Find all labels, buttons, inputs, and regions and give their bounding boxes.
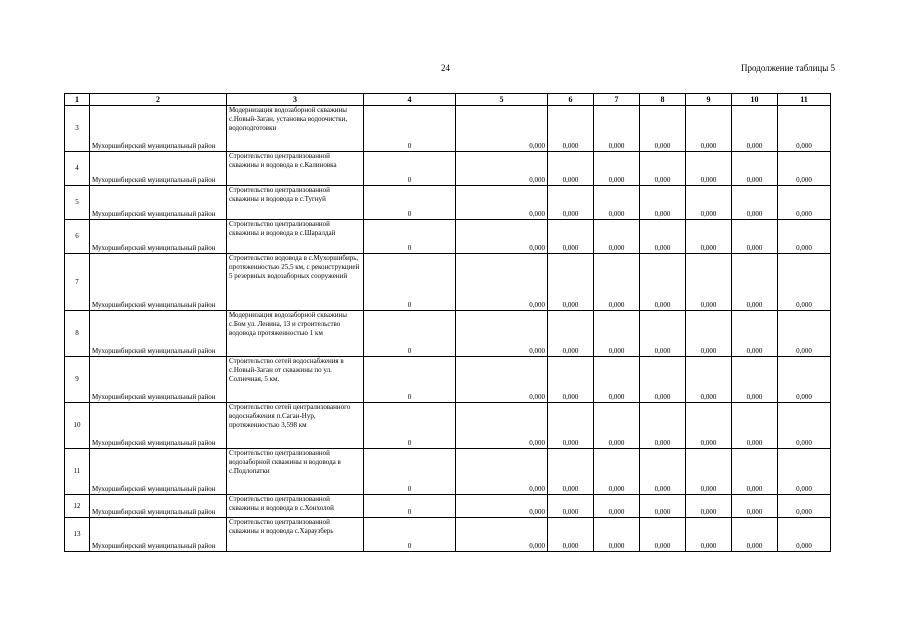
district-cell: Мухоршибирский муниципальный район [90, 254, 227, 311]
value-cell: 0,000 [594, 106, 640, 152]
value-cell: 0,000 [732, 311, 778, 357]
description-cell: Модернизация водозаборной скважины с.Бом ул. Ленина, 13 и строительство водовода протяженностью 1 км [227, 311, 364, 357]
table-row [65, 518, 831, 552]
value-cell: 0,000 [686, 357, 732, 403]
value-cell: 0,000 [732, 449, 778, 495]
value-cell: 0,000 [778, 449, 831, 495]
district-cell: Мухоршибирский муниципальный район [90, 186, 227, 220]
value-cell: 0,000 [640, 220, 686, 254]
value-cell: 0,000 [594, 357, 640, 403]
value-cell: 0,000 [594, 518, 640, 552]
value-cell: 0,000 [686, 186, 732, 220]
value-cell: 0 [364, 186, 456, 220]
table-caption: Продолжение таблицы 5 [741, 63, 835, 73]
value-cell: 0,000 [732, 106, 778, 152]
value-cell: 0,000 [732, 152, 778, 186]
value-cell: 0,000 [640, 403, 686, 449]
district-cell: Мухоршибирский муниципальный район [90, 152, 227, 186]
value-cell: 0,000 [456, 311, 548, 357]
column-header: 4 [364, 94, 456, 106]
value-cell: 0,000 [456, 186, 548, 220]
value-cell: 0,000 [778, 106, 831, 152]
row-number: 6 [65, 220, 90, 254]
table-row [65, 220, 831, 254]
description-cell: Строительство централизованной скважины и водовода в с.Тугнуй [227, 186, 364, 220]
value-cell: 0,000 [732, 186, 778, 220]
value-cell: 0,000 [640, 495, 686, 518]
table-row [65, 495, 831, 518]
value-cell: 0,000 [548, 403, 594, 449]
value-cell: 0,000 [732, 220, 778, 254]
description-cell: Строительство централизованной скважины и водовода в с.Калиновка [227, 152, 364, 186]
district-cell: Мухоршибирский муниципальный район [90, 495, 227, 518]
value-cell: 0,000 [778, 152, 831, 186]
district-cell: Мухоршибирский муниципальный район [90, 220, 227, 254]
value-cell: 0 [364, 106, 456, 152]
value-cell: 0,000 [456, 357, 548, 403]
table-row [65, 357, 831, 403]
table-row [65, 449, 831, 495]
value-cell: 0,000 [548, 152, 594, 186]
value-cell: 0,000 [686, 254, 732, 311]
row-number: 3 [65, 106, 90, 152]
district-cell: Мухоршибирский муниципальный район [90, 403, 227, 449]
value-cell: 0,000 [594, 495, 640, 518]
column-header: 10 [732, 94, 778, 106]
value-cell: 0 [364, 403, 456, 449]
value-cell: 0,000 [778, 311, 831, 357]
value-cell: 0,000 [778, 220, 831, 254]
value-cell: 0,000 [548, 220, 594, 254]
table-row [65, 403, 831, 449]
value-cell: 0,000 [456, 254, 548, 311]
value-cell: 0,000 [456, 495, 548, 518]
column-header: 2 [90, 94, 227, 106]
description-cell: Строительство централизованной скважины и водовода в с.Шаралдай [227, 220, 364, 254]
district-cell: Мухоршибирский муниципальный район [90, 106, 227, 152]
table-row [65, 186, 831, 220]
value-cell: 0,000 [548, 186, 594, 220]
row-number: 11 [65, 449, 90, 495]
value-cell: 0,000 [594, 403, 640, 449]
value-cell: 0,000 [456, 220, 548, 254]
value-cell: 0,000 [640, 254, 686, 311]
value-cell: 0,000 [594, 220, 640, 254]
value-cell: 0,000 [732, 254, 778, 311]
value-cell: 0,000 [640, 518, 686, 552]
value-cell: 0,000 [548, 311, 594, 357]
value-cell: 0,000 [686, 152, 732, 186]
description-cell: Модернизация водозаборной скважины с.Новый-Заган, установка водоочистки, водоподготовки [227, 106, 364, 152]
description-cell: Строительство централизованной водозаборной скважины и водовода в с.Подлопатки [227, 449, 364, 495]
value-cell: 0,000 [548, 495, 594, 518]
value-cell: 0,000 [686, 449, 732, 495]
table-row [65, 106, 831, 152]
district-cell: Мухоршибирский муниципальный район [90, 518, 227, 552]
value-cell: 0 [364, 152, 456, 186]
district-cell: Мухоршибирский муниципальный район [90, 449, 227, 495]
column-header: 3 [227, 94, 364, 106]
row-number: 10 [65, 403, 90, 449]
value-cell: 0,000 [456, 152, 548, 186]
value-cell: 0,000 [732, 357, 778, 403]
value-cell: 0,000 [594, 152, 640, 186]
value-cell: 0 [364, 220, 456, 254]
value-cell: 0 [364, 518, 456, 552]
value-cell: 0,000 [456, 403, 548, 449]
page-number: 24 [441, 63, 450, 73]
value-cell: 0,000 [778, 357, 831, 403]
value-cell: 0,000 [686, 311, 732, 357]
row-number: 12 [65, 495, 90, 518]
value-cell: 0,000 [548, 106, 594, 152]
value-cell: 0 [364, 357, 456, 403]
value-cell: 0,000 [686, 106, 732, 152]
value-cell: 0 [364, 495, 456, 518]
value-cell: 0,000 [548, 449, 594, 495]
value-cell: 0 [364, 254, 456, 311]
value-cell: 0,000 [686, 495, 732, 518]
row-number: 7 [65, 254, 90, 311]
value-cell: 0,000 [548, 254, 594, 311]
column-header: 6 [548, 94, 594, 106]
value-cell: 0,000 [456, 449, 548, 495]
value-cell: 0,000 [640, 186, 686, 220]
value-cell: 0,000 [732, 495, 778, 518]
value-cell: 0,000 [548, 357, 594, 403]
district-cell: Мухоршибирский муниципальный район [90, 311, 227, 357]
value-cell: 0,000 [594, 449, 640, 495]
column-header: 11 [778, 94, 831, 106]
value-cell: 0,000 [548, 518, 594, 552]
row-number: 4 [65, 152, 90, 186]
value-cell: 0,000 [456, 518, 548, 552]
row-number: 9 [65, 357, 90, 403]
table-row [65, 311, 831, 357]
description-cell: Строительство водовода в с.Мухоршибирь, протяженностью 25,5 км, с реконструкцией 5 резервных водозаборных сооружений [227, 254, 364, 311]
value-cell: 0,000 [778, 254, 831, 311]
district-cell: Мухоршибирский муниципальный район [90, 357, 227, 403]
value-cell: 0,000 [778, 186, 831, 220]
column-header: 1 [65, 94, 90, 106]
value-cell: 0,000 [778, 403, 831, 449]
column-header: 7 [594, 94, 640, 106]
description-cell: Строительство сетей водоснабжения в с.Новый-Заган от скважины по ул. Солнечная, 5 км. [227, 357, 364, 403]
value-cell: 0,000 [594, 186, 640, 220]
value-cell: 0,000 [594, 311, 640, 357]
value-cell: 0,000 [778, 518, 831, 552]
description-cell: Строительство централизованной скважины и водовода в с.Хонхолой [227, 495, 364, 518]
column-header: 9 [686, 94, 732, 106]
value-cell: 0,000 [640, 152, 686, 186]
value-cell: 0,000 [594, 254, 640, 311]
header-row [65, 94, 831, 106]
column-header: 5 [456, 94, 548, 106]
value-cell: 0,000 [640, 449, 686, 495]
table-row [65, 254, 831, 311]
description-cell: Строительство централизованной скважины и водовода с.Хараузберь [227, 518, 364, 552]
value-cell: 0,000 [640, 311, 686, 357]
value-cell: 0,000 [686, 518, 732, 552]
value-cell: 0,000 [732, 403, 778, 449]
value-cell: 0 [364, 311, 456, 357]
value-cell: 0,000 [732, 518, 778, 552]
value-cell: 0,000 [778, 495, 831, 518]
description-cell: Строительство сетей централизованного водоснабжения п.Саган-Нур, протяженностью 3,598 км [227, 403, 364, 449]
value-cell: 0,000 [640, 357, 686, 403]
column-header: 8 [640, 94, 686, 106]
value-cell: 0,000 [640, 106, 686, 152]
value-cell: 0,000 [456, 106, 548, 152]
value-cell: 0,000 [686, 220, 732, 254]
data-table [64, 93, 831, 552]
row-number: 13 [65, 518, 90, 552]
row-number: 5 [65, 186, 90, 220]
value-cell: 0 [364, 449, 456, 495]
row-number: 8 [65, 311, 90, 357]
value-cell: 0,000 [686, 403, 732, 449]
table-row [65, 152, 831, 186]
